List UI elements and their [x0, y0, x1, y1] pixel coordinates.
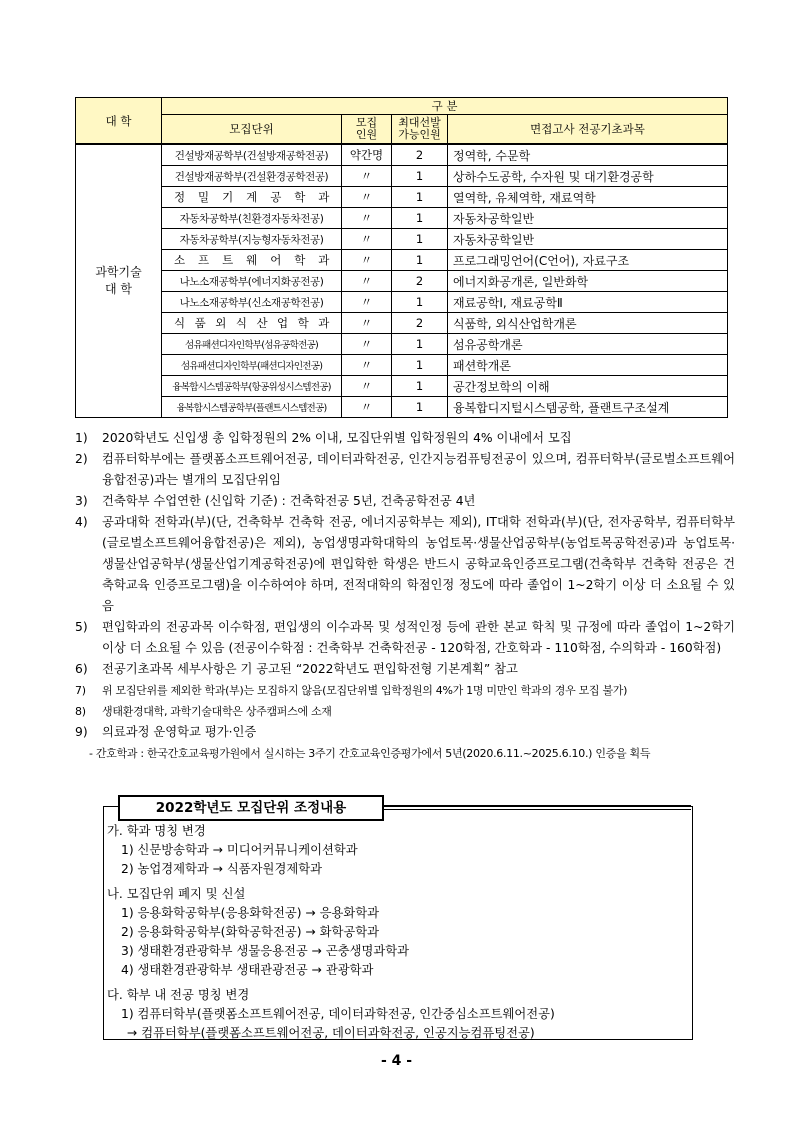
max-cell: 1: [392, 250, 448, 271]
note-item: 1) 2020학년도 신입생 총 입학정원의 2% 이내, 모집단위별 입학정원의 4% 이내에서 모집: [75, 431, 572, 445]
section-item: 1) 신문방송학과 → 미디어커뮤니케이션학과: [121, 843, 358, 857]
quota-cell: 〃: [342, 229, 392, 250]
table-row: [76, 313, 728, 334]
unit-cell: 나노소재공학부(신소재공학전공): [162, 292, 342, 313]
note-item: 2) 컴퓨터학부에는 플랫폼소프트웨어전공, 데이터과학전공, 인간지능컴퓨팅전공이 있으며, 컴퓨터학부(글로벌소프트웨어융합전공)과는 별개의 모집단위임: [75, 452, 735, 487]
header-unit: 모집단위: [162, 115, 342, 145]
max-cell: 2: [392, 271, 448, 292]
subjects-cell: 융복합디지털시스템공학, 플랜트구조설계: [448, 397, 728, 418]
quota-cell: 〃: [342, 292, 392, 313]
subjects-cell: 재료공학Ⅰ, 재료공학Ⅱ: [448, 292, 728, 313]
max-cell: 1: [392, 187, 448, 208]
section-item: 2) 응용화학공학부(화학공학전공) → 화학공학과: [121, 925, 380, 939]
table-row: [76, 187, 728, 208]
note-item: 5) 편입학과의 전공과목 이수학점, 편입생의 이수과목 및 성적인정 등에 관한 본교 학칙 및 규정에 따라 졸업이 1~2학기 이상 더 소요될 수 있음 (전공이수학점 : 건축학부 건축학전공 - 120학점, 간호학과 - 110학점, 수의학과 - 160학점): [75, 620, 735, 655]
quota-cell: 〃: [342, 313, 392, 334]
header-max: 최대선발 가능인원: [392, 115, 448, 145]
college-name: 과학기술 대 학: [76, 144, 162, 418]
subjects-cell: 에너지화공개론, 일반화학: [448, 271, 728, 292]
note-item: 9) 의료과정 운영학교 평가·인증: [75, 725, 257, 739]
section-item: 1) 컴퓨터학부(플랫폼소프트웨어전공, 데이터과학전공, 인간중심소프트웨어전공): [121, 1007, 555, 1021]
quota-cell: 〃: [342, 166, 392, 187]
max-cell: 1: [392, 355, 448, 376]
admission-table: [75, 97, 728, 418]
subjects-cell: 공간정보학의 이해: [448, 376, 728, 397]
section-item: → 컴퓨터학부(플랫폼소프트웨어전공, 데이터과학전공, 인공지능컴퓨팅전공): [127, 1026, 535, 1040]
quota-cell: 〃: [342, 334, 392, 355]
page-number: - 4 -: [380, 1053, 413, 1069]
subjects-cell: 열역학, 유체역학, 재료역학: [448, 187, 728, 208]
subjects-cell: 자동차공학일반: [448, 208, 728, 229]
max-cell: 1: [392, 166, 448, 187]
unit-cell: 자동차공학부(지능형자동차전공): [162, 229, 342, 250]
quota-cell: 〃: [342, 208, 392, 229]
table-row: [76, 166, 728, 187]
nursing-accreditation-note: - 간호학과 : 한국간호교육평가원에서 실시하는 3주기 간호교육인증평가에서 5년(2020.6.11.~2025.6.10.) 인증을 획득: [89, 747, 651, 760]
quota-cell: 〃: [342, 397, 392, 418]
table-row: [76, 250, 728, 271]
quota-cell: 〃: [342, 376, 392, 397]
table-row: [76, 144, 728, 166]
unit-cell: 융복합시스템공학부(플랜트시스템전공): [162, 397, 342, 418]
header-quota: 모집 인원: [342, 115, 392, 145]
table-row: [76, 376, 728, 397]
quota-cell: 〃: [342, 250, 392, 271]
note-item: 6) 전공기초과목 세부사항은 기 공고된 “2022학년도 편입학전형 기본계획” 참고: [75, 662, 518, 676]
quota-cell: 〃: [342, 187, 392, 208]
max-cell: 1: [392, 397, 448, 418]
quota-cell: 〃: [342, 355, 392, 376]
max-cell: 2: [392, 144, 448, 166]
table-row: [76, 355, 728, 376]
header-subjects: 면접고사 전공기초과목: [448, 115, 728, 145]
box-title-rule: [384, 805, 691, 810]
unit-cell: 융복합시스템공학부(항공위성시스템전공): [162, 376, 342, 397]
unit-cell: 나노소재공학부(에너지화공전공): [162, 271, 342, 292]
section-item: 1) 응용화학공학부(응용화학전공) → 응용화학과: [121, 906, 380, 920]
subjects-cell: 정역학, 수문학: [448, 144, 728, 166]
subjects-cell: 패션학개론: [448, 355, 728, 376]
max-cell: 2: [392, 313, 448, 334]
note-item: 4) 공과대학 전학과(부)(단, 건축학부 건축학 전공, 에너지공학부는 제외), IT대학 전학과(부)(단, 전자공학부, 컴퓨터학부(글로벌소프트웨어융합전공)은 제외), 농업생명과학대학의 농업토목·생물산업공학부(농업토목공학전공)과 농업토목·생물산업공학부(생물산업기계공학전공)에 편입학한 학생은 반드시 공학교육인증프로그램(건축학부 건축학 전공은 건축학교육 인증프로그램)을 이수하여야 하며, 전적대학의 학점인정 정도에 따라 졸업이 1~2학기 이상 더 소요될 수 있음: [75, 515, 735, 613]
adjustment-box-title: 2022학년도 모집단위 조정내용: [118, 795, 384, 821]
unit-cell: 건설방재공학부(건설방재공학전공): [162, 144, 342, 166]
subjects-cell: 자동차공학일반: [448, 229, 728, 250]
unit-cell: 소 프 트 웨 어 학 과: [162, 250, 342, 271]
table-row: [76, 271, 728, 292]
table-row: [76, 229, 728, 250]
notes-list: [75, 428, 735, 764]
unit-cell: 정 밀 기 계 공 학 과: [162, 187, 342, 208]
table-row: [76, 292, 728, 313]
note-item: 3) 건축학부 수업연한 (신입학 기준) : 건축학전공 5년, 건축공학전공 4년: [75, 494, 476, 508]
max-cell: 1: [392, 229, 448, 250]
table-row: [76, 397, 728, 418]
table-row: [76, 208, 728, 229]
header-college: 대 학: [76, 98, 162, 145]
max-cell: 1: [392, 334, 448, 355]
section-item: 3) 생태환경관광학부 생물응용전공 → 곤충생명과학과: [121, 944, 410, 958]
subjects-cell: 섬유공학개론: [448, 334, 728, 355]
quota-cell: 〃: [342, 271, 392, 292]
adjustment-box-body: [107, 822, 555, 1043]
unit-cell: 섬유패션디자인학부(패션디자인전공): [162, 355, 342, 376]
unit-cell: 건설방재공학부(건설환경공학전공): [162, 166, 342, 187]
section-item: 2) 농업경제학과 → 식품자원경제학과: [121, 862, 322, 876]
unit-cell: 섬유패션디자인학부(섬유공학전공): [162, 334, 342, 355]
quota-cell: 약간명: [342, 144, 392, 166]
unit-cell: 식 품 외 식 산 업 학 과: [162, 313, 342, 334]
note-item: 7) 위 모집단위를 제외한 학과(부)는 모집하지 않음(모집단위별 입학정원의 4%가 1명 미만인 학과의 경우 모집 불가): [75, 684, 628, 697]
section-heading: 다. 학부 내 전공 명칭 변경: [107, 988, 250, 1002]
section-heading: 가. 학과 명칭 변경: [107, 824, 206, 838]
subjects-cell: 상하수도공학, 수자원 및 대기환경공학: [448, 166, 728, 187]
section-heading: 나. 모집단위 폐지 및 신설: [107, 887, 246, 901]
section-item: 4) 생태환경관광학부 생태관광전공 → 관광학과: [121, 963, 374, 977]
note-item: 8) 생태환경대학, 과학기술대학은 상주캠퍼스에 소재: [75, 705, 332, 718]
max-cell: 1: [392, 208, 448, 229]
max-cell: 1: [392, 376, 448, 397]
header-group: 구 분: [162, 98, 728, 115]
max-cell: 1: [392, 292, 448, 313]
subjects-cell: 식품학, 외식산업학개론: [448, 313, 728, 334]
table-row: [76, 334, 728, 355]
subjects-cell: 프로그래밍언어(C언어), 자료구조: [448, 250, 728, 271]
unit-cell: 자동차공학부(친환경자동차전공): [162, 208, 342, 229]
